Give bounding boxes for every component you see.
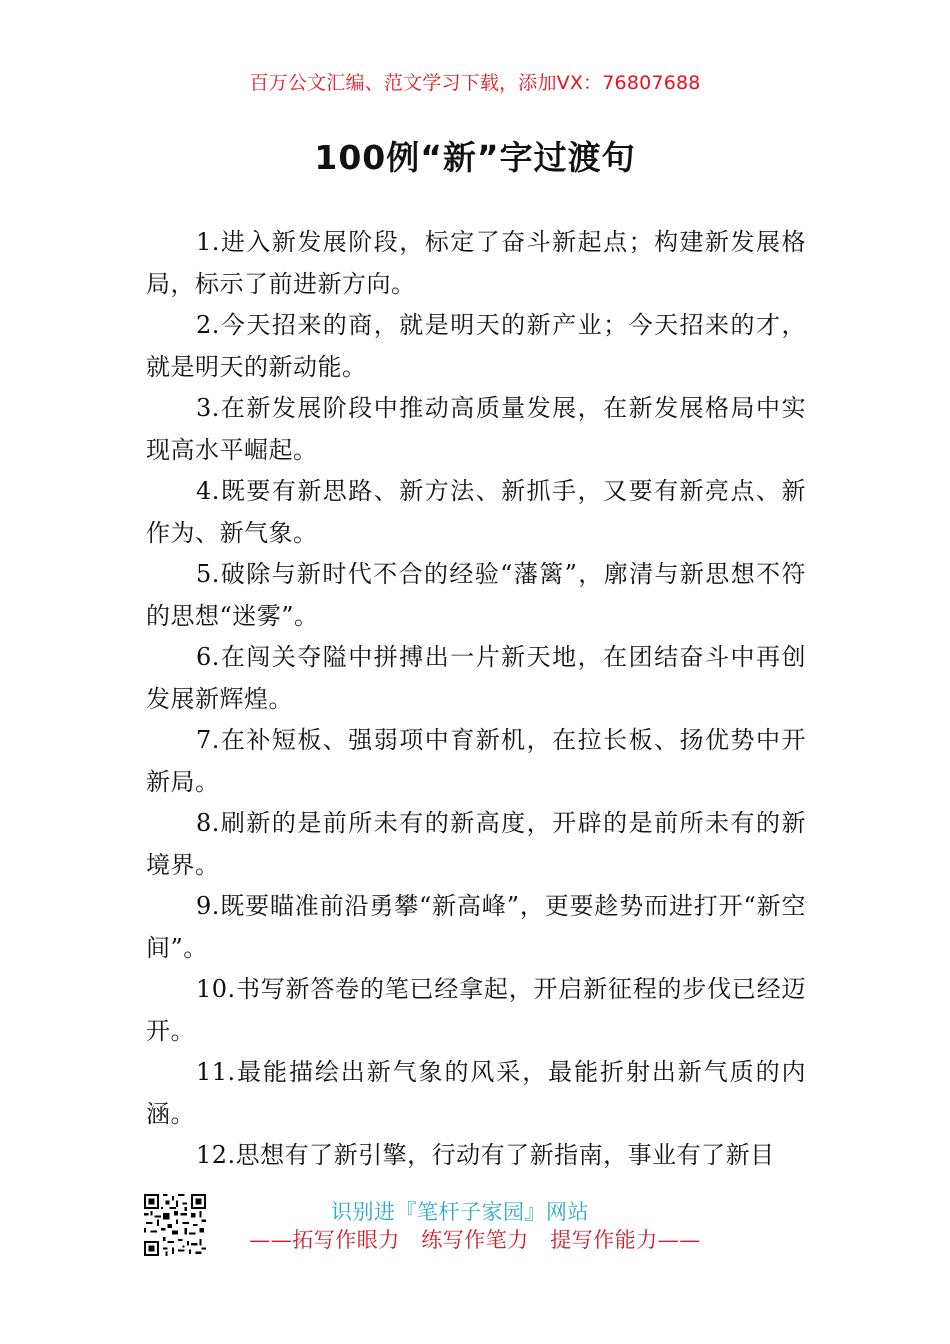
- footer-site-line: 识别进『笔杆子家园』网站: [331, 1200, 589, 1224]
- list-item: 10.书写新答卷的笔已经拿起，开启新征程的步伐已经迈开。: [146, 975, 806, 1045]
- list-item: 9.既要瞄准前沿勇攀“新高峰”，更要趁势而进打开“新空间”。: [146, 892, 806, 962]
- list-item: 4.既要有新思路、新方法、新抓手，又要有新亮点、新作为、新气象。: [146, 477, 806, 547]
- list-item: 5.破除与新时代不合的经验“藩篱”，廓清与新思想不符的思想“迷雾”。: [146, 560, 806, 630]
- document-title: 100例“新”字过渡句: [314, 138, 636, 177]
- page-footer: [0, 1192, 950, 1262]
- list-item: 1.进入新发展阶段，标定了奋斗新起点；构建新发展格局，标示了前进新方向。: [146, 228, 806, 298]
- list-item: 2.今天招来的商，就是明天的新产业；今天招来的才，就是明天的新动能。: [146, 311, 806, 381]
- list-item: 6.在闯关夺隘中拼搏出一片新天地，在团结奋斗中再创发展新辉煌。: [146, 643, 806, 713]
- header-note: 百万公文汇编、范文学习下载，添加VX：76807688: [249, 72, 701, 94]
- list-item: 12.思想有了新引擎，行动有了新指南，事业有了新目: [196, 1141, 775, 1169]
- list-item: 3.在新发展阶段中推动高质量发展，在新发展格局中实现高水平崛起。: [146, 394, 806, 464]
- list-item: 8.刷新的是前所未有的新高度，开辟的是前所未有的新境界。: [146, 809, 806, 879]
- footer-slogan: ——拓写作眼力 练写作笔力 提写作能力——: [249, 1228, 701, 1252]
- document-body: [146, 222, 806, 1177]
- list-item: 7.在补短板、强弱项中育新机，在拉长板、扬优势中开新局。: [146, 726, 806, 796]
- list-item: 11.最能描绘出新气象的风采，最能折射出新气质的内涵。: [146, 1058, 806, 1128]
